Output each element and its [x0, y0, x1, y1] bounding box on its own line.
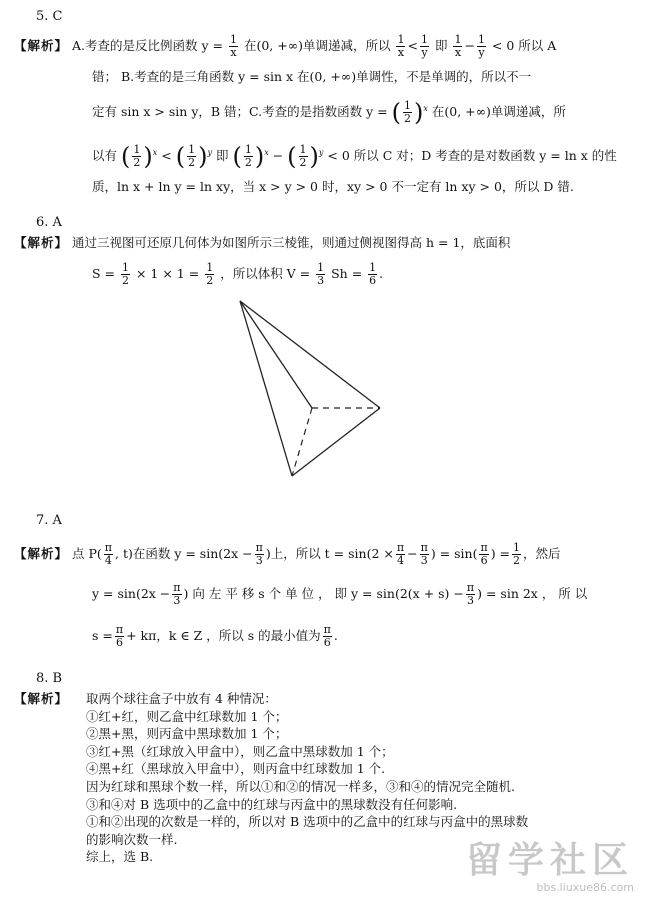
- solution-line: 因为红球和黑球个数一样，所以①和②的情况一样多，③和④的情况完全随机.: [86, 778, 515, 794]
- edge-apex-back: [240, 301, 312, 408]
- solution-line: 【解析】 点 P( $\frac{\pi}{4}$ , t)在函数 y = sin(2x − $\frac{\pi}{3}$ )上，所以 t = sin(2 × $\frac{\pi}{4}$ − $\frac{\pi}{3}$ ) = sin( $\frac{\pi}{6}$ ) = $\frac{1}{2}$ ，然后: [14, 541, 561, 567]
- fraction: $\frac{1}{x}$: [454, 33, 462, 59]
- solution-list: [86, 690, 528, 866]
- analysis-tag: 【解析】: [14, 235, 69, 250]
- question-number: 8. B: [36, 671, 63, 686]
- edge-apex-front: [240, 301, 292, 476]
- solution-line: ④黑+红（黑球放入甲盒中），则丙盒中红球数加 1 个.: [86, 761, 386, 777]
- fraction: $\frac{1}{x}$: [229, 33, 237, 59]
- pyramid-figure: [230, 296, 390, 482]
- solution-line: 的影响次数一样.: [86, 831, 178, 847]
- fraction: $\frac{1}{y}$: [420, 33, 428, 59]
- solution-line: 质，ln x + ln y = ln xy，当 x > y > 0 时，xy > 0 不一定有 ln xy > 0，所以 D 错.: [92, 179, 574, 194]
- solution-line: 【解析】 通过三视图可还原几何体为如图所示三棱锥，则通过侧视图得高 h = 1，底面积: [14, 235, 511, 250]
- fraction: $\frac{1}{y}$: [477, 33, 485, 59]
- solution-line: y = sin(2x − $\frac{\pi}{3}$ ) 向 左 平 移 s 个 单 位 ， 即 y = sin(2(x + s) − $\frac{\pi}{3}$ ) = sin 2x ， 所 以: [92, 581, 588, 607]
- solution-line: ①和②出现的次数是一样的，所以对 B 选项中的乙盒中的红球与丙盒中的黑球数: [86, 814, 529, 830]
- analysis-tag: 【解析】: [14, 38, 69, 53]
- solution-line: ③红+黑（红球放入甲盒中），则乙盒中黑球数加 1 个；: [86, 743, 394, 759]
- fraction: $\frac{1}{2}$: [403, 99, 411, 126]
- watermark-text: 留学社区: [465, 840, 634, 881]
- solution-line: ②黑+黑，则丙盒中黑球数加 1 个；: [86, 726, 288, 742]
- solution-line: 取两个球往盒子中放有 4 种情况：: [86, 691, 277, 706]
- watermark-logo: [466, 841, 634, 894]
- solution-line: ③和④对 B 选项中的乙盒中的红球与丙盒中的黑球数没有任何影响.: [86, 796, 458, 812]
- solution-line: S = $\frac{1}{2}$ × 1 × 1 = $\frac{1}{2}$ ，所以体积 V = $\frac{1}{3}$ Sh = $\frac{1}{6}$ .: [92, 261, 384, 287]
- question-number: 7. A: [36, 513, 62, 528]
- solution-line: s = $\frac{\pi}{6}$ + kπ，k ∈ Z ，所以 s 的最小值为 $\frac{\pi}{6}$ .: [92, 623, 338, 649]
- solution-line: ①红+红，则乙盒中红球数加 1 个；: [86, 708, 288, 724]
- edge-front-right: [292, 408, 380, 476]
- fraction: $\frac{1}{x}$: [397, 33, 405, 59]
- solution-line: 定有 sin x > sin y，B 错；C.考查的是指数函数 y = ( $\frac{1}{2}$ )$^x$ 在(0, +∞)单调递减，所: [92, 98, 566, 127]
- solution-line: 【解析】 A.考查的是反比例函数 y = $\frac{1}{x}$ 在(0, +∞)单调递减，所以 $\frac{1}{x}$ < $\frac{1}{y}$ 即 $\frac{1}{x}$ − $\frac{1}{y}$ < 0 所以 A: [14, 33, 557, 59]
- question-number: 6. A: [36, 215, 62, 230]
- solution-line: 错； B.考查的是三角函数 y = sin x 在(0, +∞)单调性，不是单调的，所以不一: [92, 69, 532, 84]
- question-number: 5. C: [36, 9, 63, 24]
- watermark-url: bbs.liuxue86.com: [536, 881, 634, 894]
- edge-apex-right: [240, 301, 380, 408]
- hidden-edge-back-front: [292, 408, 312, 476]
- solution-line: 综上，选 B.: [86, 849, 154, 865]
- analysis-tag: 【解析】: [14, 691, 69, 706]
- analysis-tag: 【解析】: [14, 546, 69, 561]
- solution-line: 以有 ( $\frac{1}{2}$ )$^x$ < ( $\frac{1}{2}$ )$^y$ 即 ( $\frac{1}{2}$ )$^x$ − ( $\frac{1}{2}$ )$^y$ < 0 所以 C 对；D 考查的是对数函数 y = ln x 的性: [92, 142, 617, 171]
